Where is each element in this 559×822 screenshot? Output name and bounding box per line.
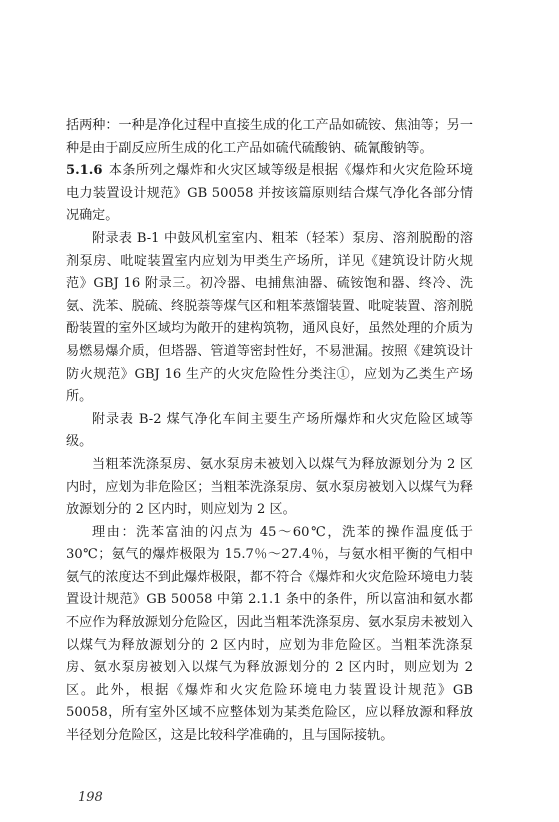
clause-paragraph: [66, 160, 473, 228]
paragraph-continuation: 括两种：一种是净化过程中直接生成的化工产品如硫铵、焦油等；另一种是由于副反应所生成的化工产品如硫代硫酸钠、硫氰酸钠等。: [66, 118, 473, 156]
body-text: [66, 115, 473, 748]
clause-text: 本条所列之爆炸和火灾区域等级是根据《爆炸和火灾危险环境电力装置设计规范》GB 50058 并按该篇原则结合煤气净化各部分情况确定。: [66, 163, 473, 224]
clause-number: 5.1.6: [66, 163, 103, 179]
paragraph-pump-house: 当粗苯洗涤泵房、氨水泵房未被划入以煤气为释放源划分为 2 区内时，应划为非危险区；当粗苯洗涤泵房、氨水泵房被划入以煤气为释放源划分的 2 区内时，则应划为 2 区。: [66, 456, 473, 518]
page-number: 198: [78, 790, 103, 805]
paragraph-table-b2: 附录表 B-2 煤气净化车间主要生产场所爆炸和火灾危险区域等级。: [66, 411, 473, 450]
paragraph-table-b1: 附录表 B-1 中鼓风机室室内、粗苯（轻苯）泵房、溶剂脱酚的溶剂泵房、吡啶装置室内应划为甲类生产场所，详见《建筑设计防火规范》GBJ 16 附录三。初冷器、电捕焦油器、硫铵饱和器、终冷、洗氨、洗苯、脱硫、终脱萘等煤气区和粗苯蒸馏装置、吡啶装置、溶剂脱酚装置的室外区域均为敞开的建构筑物，通风良好，虽然处理的介质为易燃易爆介质，但塔器、管道等密封性好，不易泄漏。按照《建筑设计防火规范》GBJ 16 生产的火灾危险性分类注①，应划为乙类生产场所。: [66, 230, 473, 405]
paragraph-reason: 理由：洗苯富油的闪点为 45～60℃，洗苯的操作温度低于 30℃；氨气的爆炸极限为 15.7％～27.4％，与氨水相平衡的气相中氨气的浓度达不到此爆炸极限，都不符合《爆炸和火灾危险环境电力装置设计规范》GB 50058 中第 2.1.1 条中的条件，所以富油和氨水都不应作为释放源划分危险区，因此当粗苯洗涤泵房、氨水泵房未被划入以煤气为释放源划分的 2 区内时，应划为非危险区。当粗苯洗涤泵房、氨水泵房被划入以煤气为释放源划分的 2 区内时，则应划为 2 区。此外，根据《爆炸和火灾危险环境电力装置设计规范》GB 50058，所有室外区域不应整体划为某类危险区，应以释放源和释放半径划分危险区，这是比较科学准确的，且与国际接轨。: [66, 524, 473, 744]
